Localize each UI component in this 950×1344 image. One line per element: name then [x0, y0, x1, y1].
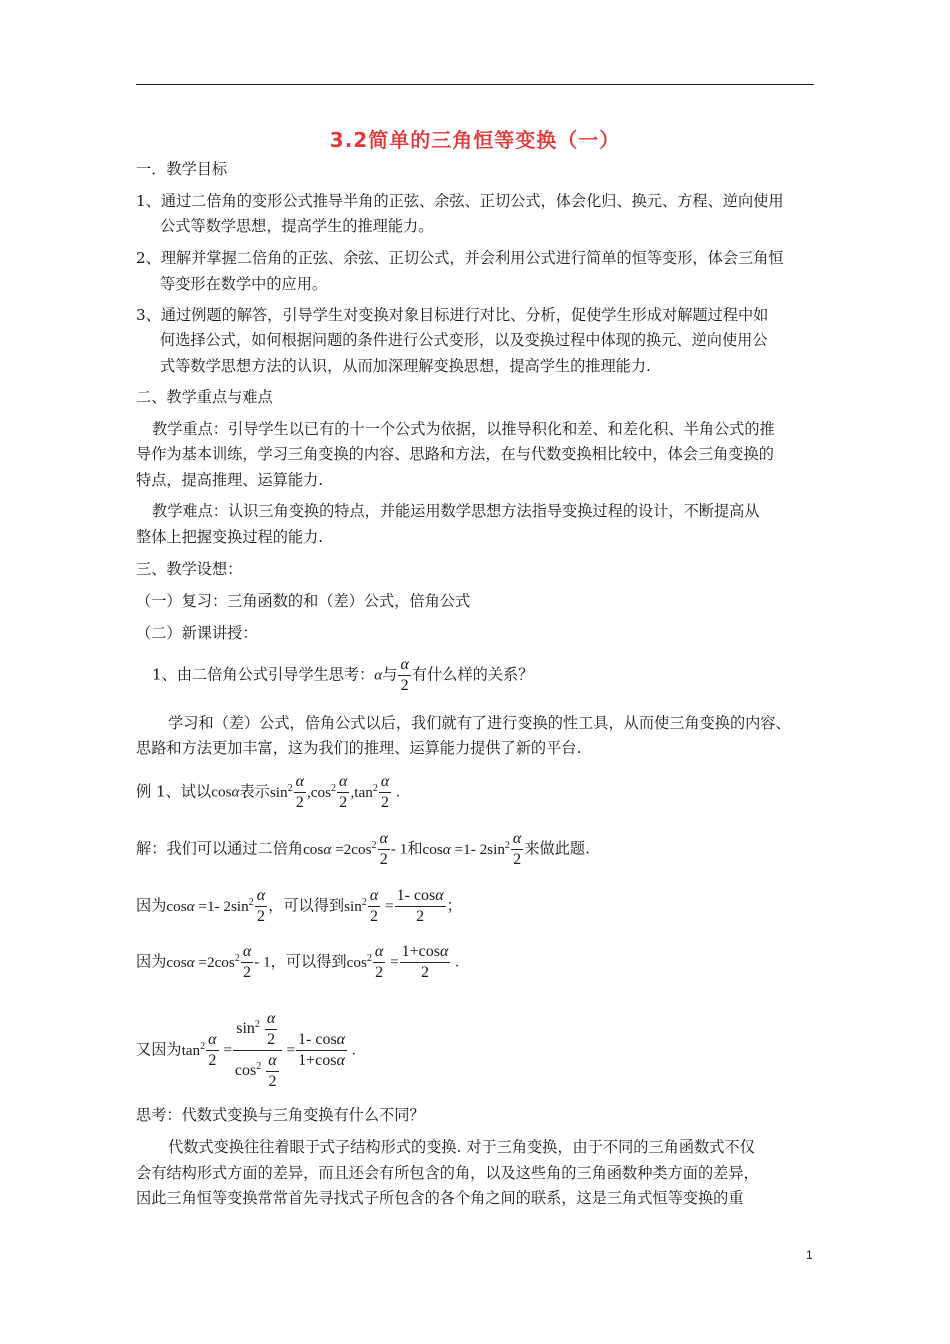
header-rule	[136, 84, 814, 85]
paragraph-1-line-2: 思路和方法更加丰富，这为我们的推理、运算能力提供了新的平台.	[136, 739, 582, 757]
because-label: 因为	[136, 952, 167, 971]
fraction: $\frac{\alpha}{2}$	[242, 943, 252, 981]
question-1-prefix: 1、由二倍角公式引导学生思考：	[152, 665, 375, 684]
alpha-over-2: $\frac{\alpha}{2}$	[400, 656, 409, 694]
paragraph-1-line-1: 学习和（差）公式，倍角公式以后，我们就有了进行变换的性工具，从而使三角变换的内容、	[168, 714, 791, 732]
math-expr: =	[386, 953, 399, 971]
fraction: $\frac{1+\cos\alpha}{2}$	[401, 943, 449, 981]
goal-1-line-1: 1、通过二倍角的变形公式推导半角的正弦、余弦、正切公式，体会化归、换元、方程、逆向使用	[136, 192, 784, 210]
alpha-symbol: α	[374, 666, 383, 684]
paragraph-2-line-3: 因此三角恒等变换常常首先寻找式子所包含的各个角之间的联系，这是三角式恒等变换的重	[136, 1189, 744, 1207]
also-label: 又因为	[136, 1040, 182, 1059]
new-lesson-line: （二）新课讲授：	[136, 624, 258, 642]
math-expr: $\sin^2$	[344, 896, 367, 915]
think-question: 思考：代数式变换与三角变换有什么不同？	[136, 1106, 425, 1124]
solution-prefix: 解：我们可以通过二倍角	[136, 839, 304, 858]
math-expr: cosα =1- $2\sin^2$	[166, 896, 254, 915]
math-expr: .	[348, 1041, 356, 1059]
section-heading-3: 三、教学设想：	[136, 560, 243, 578]
review-line: （一）复习：三角函数的和（差）公式，倍角公式	[136, 592, 471, 610]
fraction: $\frac{\alpha}{2}$	[374, 943, 384, 981]
math-expr: - 1	[254, 953, 271, 971]
key-point-line-1: 教学重点：引导学生以已有的十一个公式为依据，以推导积化和差、和差化积、半角公式的推	[152, 420, 775, 438]
math-expr: $,\cos^2$	[307, 782, 337, 801]
fraction: $\frac{\alpha}{2}$	[369, 887, 379, 925]
solution-suffix: 来做此题.	[524, 839, 590, 858]
page-title: 3.2简单的三角恒等变换（一）	[329, 128, 621, 152]
question-1	[152, 656, 533, 695]
solution-and: 和	[407, 839, 423, 858]
get-label: ，可以得到	[270, 952, 347, 971]
because-label: 因为	[136, 896, 167, 915]
section-heading-2: 二、教学重点与难点	[136, 388, 273, 406]
math-expr: cosα =1- $2\sin^2$	[422, 839, 510, 858]
goal-2-line-1: 2、理解并掌握二倍角的正弦、余弦、正切公式，并会利用公式进行简单的恒等变形，体会三角恒	[136, 249, 784, 267]
get-label: ，可以得到	[268, 896, 345, 915]
goal-3-line-2: 何选择公式，如何根据问题的条件进行公式变形，以及变换过程中体现的换元、逆向使用公	[160, 331, 768, 349]
derivation-cos	[136, 943, 459, 982]
paragraph-2-line-1: 代数式变换往往着眼于式子结构形式的变换. 对于三角变换，由于不同的三角函数式不仅	[168, 1138, 755, 1156]
goal-3-line-3: 式等数学思想方法的认识，从而加深理解变换思想，提高学生的推理能力.	[160, 357, 651, 375]
difficulty-line-2: 整体上把握变换过程的能力.	[136, 528, 324, 546]
math-expr: $\tan^2$	[181, 1040, 206, 1059]
math-expr: =	[282, 1041, 296, 1059]
math-expr: - 1	[390, 840, 408, 858]
math-expr: $\sin^2$	[269, 782, 293, 801]
example-1	[136, 773, 400, 812]
example-1-prefix: 例 1、试以	[136, 782, 212, 801]
math-expr: =	[219, 1041, 232, 1059]
math-expr: .	[392, 783, 400, 801]
fraction: $\frac{1- \cos\alpha}{1+\cos\alpha}$	[298, 1031, 346, 1069]
key-point-line-3: 特点，提高推理、运算能力.	[136, 471, 324, 489]
math-expr: $,\tan^2$	[350, 782, 378, 801]
derivation-sin	[136, 887, 462, 926]
section-heading-1: 一．教学目标	[136, 160, 228, 178]
math-expr: $\cos\alpha =2\cos^2$	[166, 952, 240, 971]
difficulty-line-1: 教学难点：认识三角变换的特点，并能运用数学思想方法指导变换过程的设计，不断提高从	[152, 502, 760, 520]
paragraph-2-line-2: 会有结构形式方面的差异，而且还会有所包含的角，以及这些角的三角函数种类方面的差异，	[136, 1164, 759, 1182]
fraction: $\frac{\alpha}{2}$	[379, 830, 388, 868]
example-1-mid: 表示	[239, 782, 270, 801]
math-expr: ；	[446, 897, 462, 915]
math-expr: $\cos^2$	[346, 952, 372, 971]
fraction: $\frac{\alpha}{2}$	[339, 773, 348, 811]
fraction: $\frac{\alpha}{2}$	[256, 887, 266, 925]
page-number: 1	[806, 1248, 813, 1262]
goal-1-line-2: 公式等数学思想，提高学生的推理能力。	[160, 217, 434, 235]
goal-3-line-1: 3、通过例题的解答，引导学生对变换对象目标进行对比、分析，促使学生形成对解题过程中如	[136, 306, 769, 324]
fraction: $\frac{\alpha}{2}$	[380, 773, 390, 811]
question-1-suffix: 有什么样的关系？	[411, 665, 534, 684]
key-point-line-2: 导作为基本训练，学习三角变换的内容、思路和方法，在与代数变换相比较中，体会三角变换的	[136, 445, 774, 463]
fraction: $\frac{\alpha}{2}$	[208, 1031, 217, 1069]
math-expr: $\cos\alpha =2\cos^2$	[303, 839, 377, 858]
math-expr: cosα	[211, 783, 240, 801]
question-1-mid: 与	[382, 665, 398, 684]
compound-fraction: $\sin^2$ $\frac{\alpha}{2}$ $\cos^2$ $\frac{\alpha}{2}$	[233, 1010, 282, 1091]
goal-2-line-2: 等变形在数学中的应用。	[160, 275, 328, 293]
math-expr: .	[451, 953, 459, 971]
fraction: $\frac{\alpha}{2}$	[512, 830, 522, 868]
math-expr: =	[381, 897, 394, 915]
derivation-tan	[136, 1010, 356, 1091]
solution-line	[136, 830, 590, 869]
fraction: $\frac{\alpha}{2}$	[295, 773, 304, 811]
fraction: $\frac{1- \cos\alpha}{2}$	[396, 887, 444, 925]
